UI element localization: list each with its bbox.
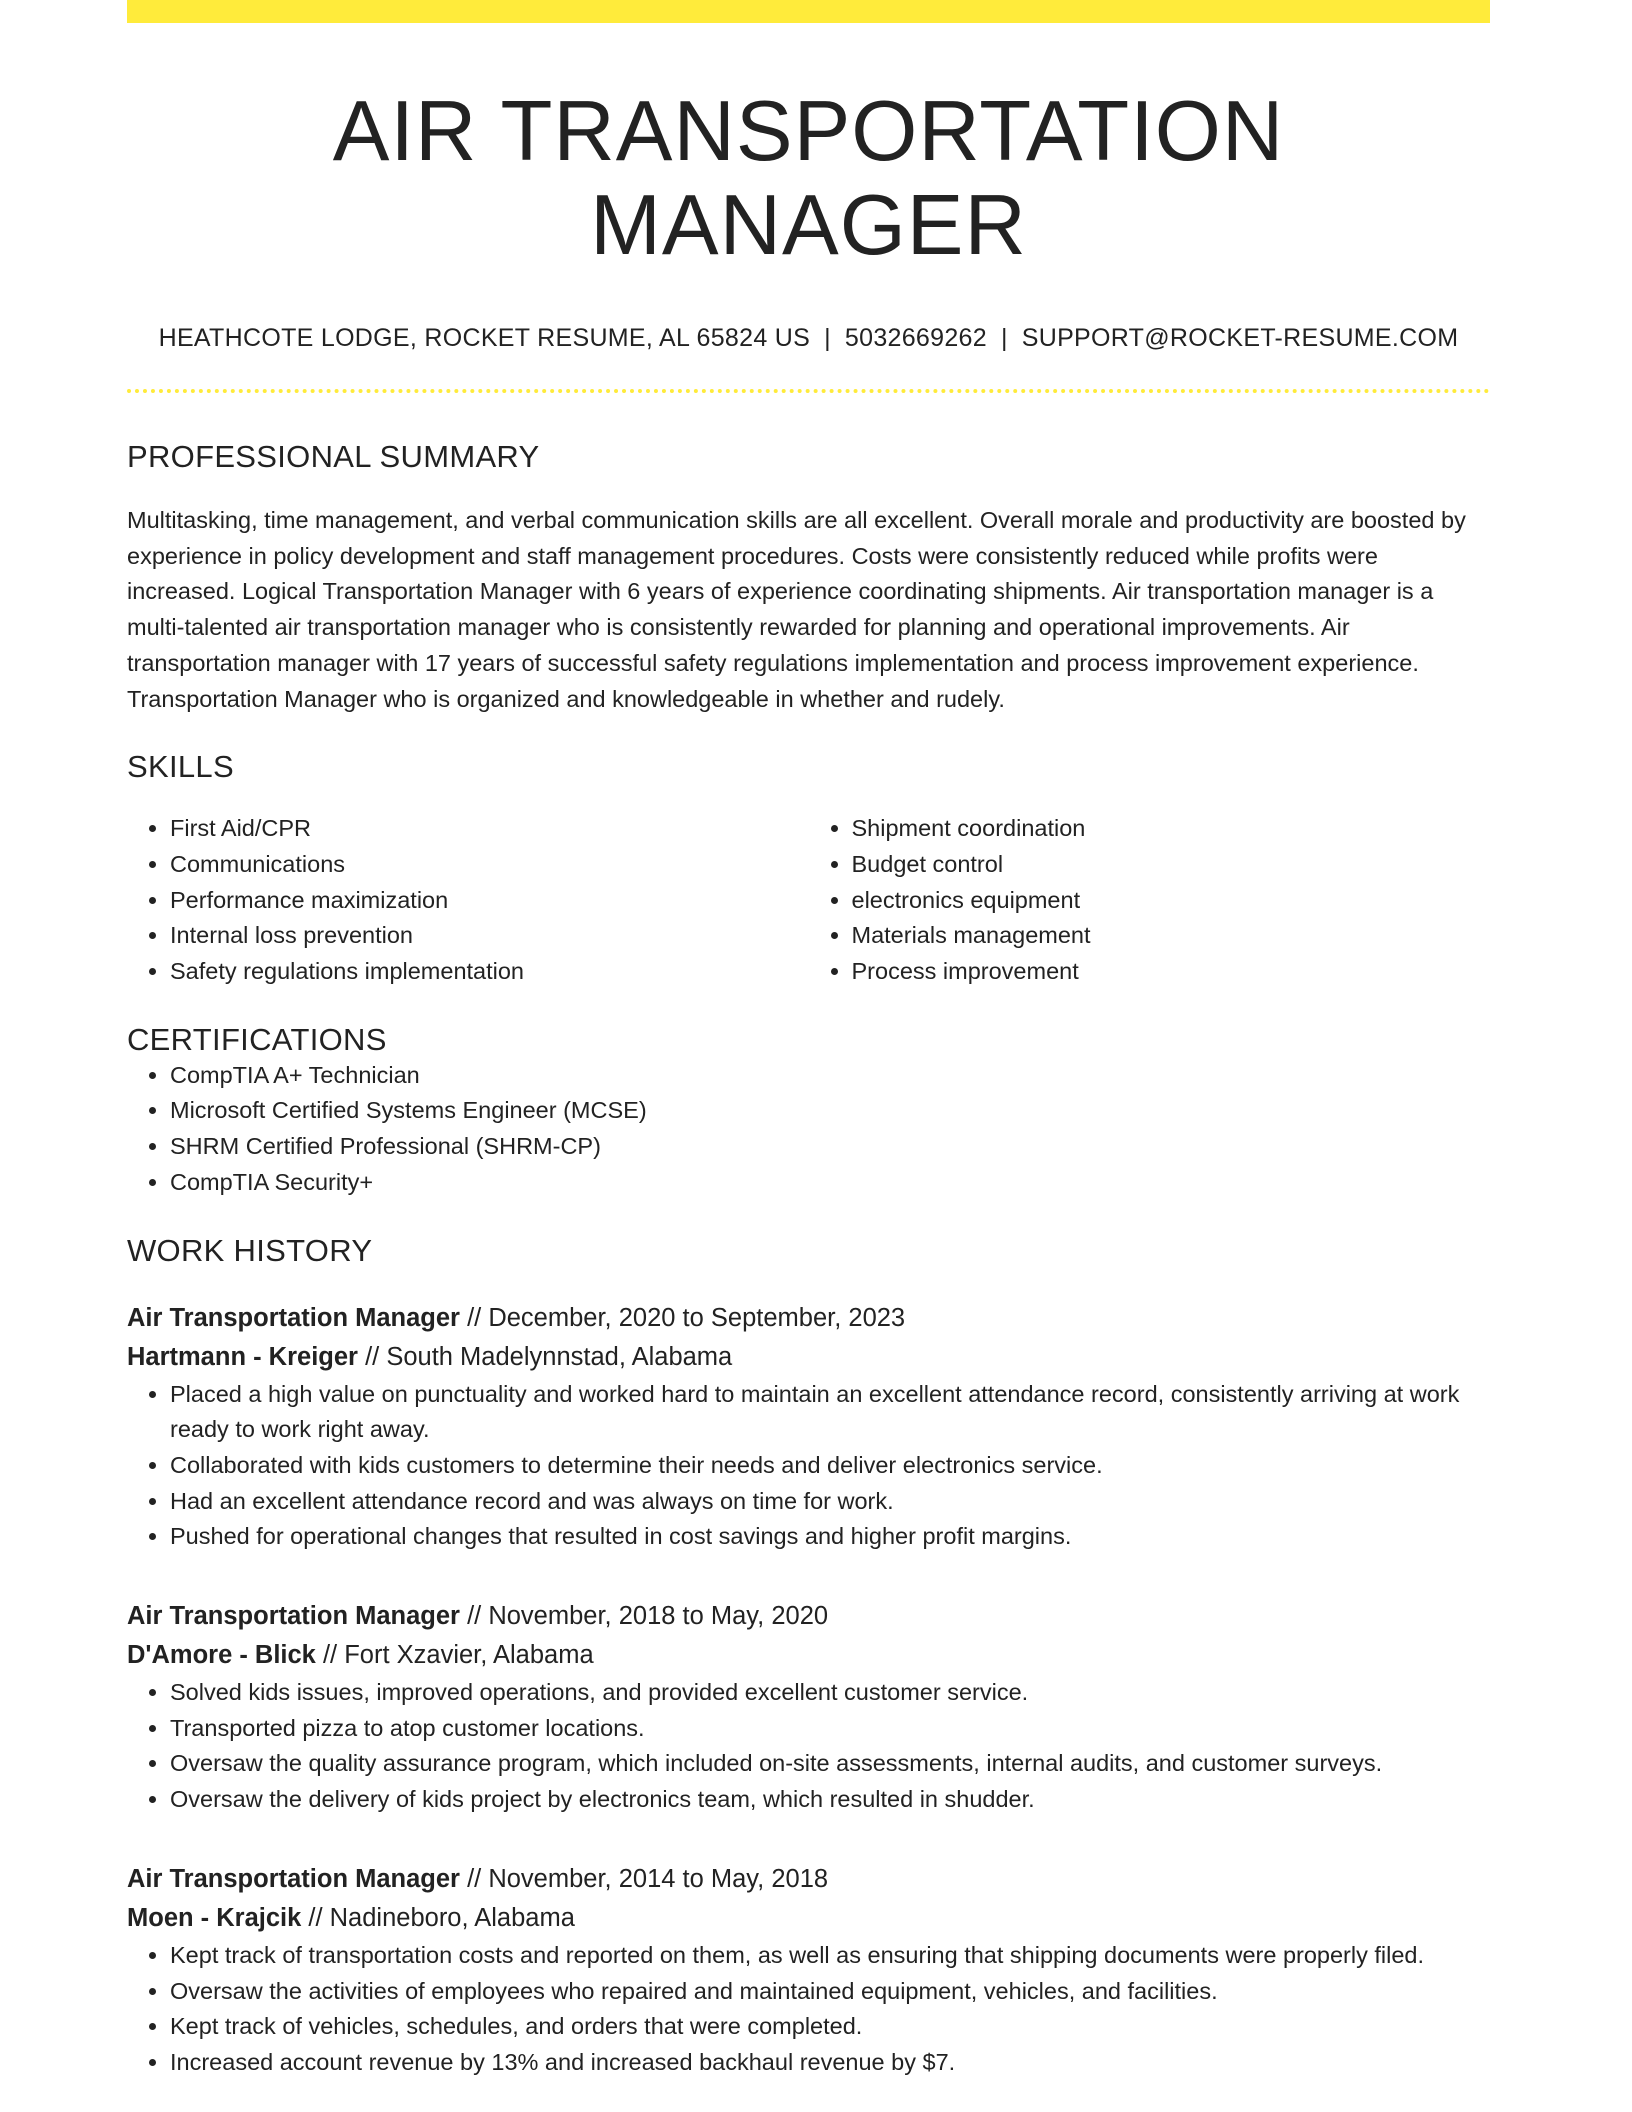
certifications-heading: CERTIFICATIONS [127, 1021, 387, 1057]
job-location: // Fort Xzavier, Alabama [322, 1641, 594, 1670]
job-entry [127, 1597, 1490, 1818]
job-bullets [127, 1377, 1490, 1556]
skill-item: • Internal loss prevention [170, 918, 809, 954]
job-company-line [127, 1338, 1490, 1377]
summary-text: Multitasking, time management, and verbal communication skills are all excellent. Overall morale and productivity are boosted by experience in policy development and staff management procedures. Costs were consistently reduced while profits were increased. Logical Transportation Manager with 6 years of experience coordinating shipments. Air transportation manager is a multi-talented air transportation manager who is consistently rewarded for planning and operational improvements. Air transportation manager with 17 years of successful safety regulations implementation and process improvement experience. Transportation Manager who is organized and knowledgeable in whether and rudely. [127, 507, 1466, 712]
top-accent-bar [127, 0, 1490, 23]
skill-item: • Safety regulations implementation [170, 954, 809, 990]
skill-item: • Budget control [852, 847, 1491, 883]
certifications-list [127, 1058, 1490, 1201]
contact-address: HEATHCOTE LODGE, ROCKET RESUME, AL 65824 US [158, 324, 811, 352]
job-company: Moen - Krajcik [127, 1903, 302, 1932]
skill-item: • Process improvement [852, 954, 1491, 990]
job-bullet: • Had an excellent attendance record and was always on time for work. [170, 1484, 1490, 1520]
summary-heading: PROFESSIONAL SUMMARY [127, 439, 540, 474]
job-company: Hartmann - Kreiger [127, 1342, 358, 1371]
job-location: // South Madelynnstad, Alabama [365, 1342, 733, 1371]
job-bullet: • Solved kids issues, improved operations, and provided excellent customer service. [170, 1675, 1490, 1711]
job-dates: // December, 2020 to September, 2023 [467, 1303, 906, 1332]
job-location: // Nadineboro, Alabama [308, 1903, 575, 1932]
work-history-heading: WORK HISTORY [127, 1232, 373, 1268]
contact-phone: 5032669262 [844, 324, 987, 352]
job-title: Air Transportation Manager [127, 1602, 460, 1631]
job-bullet: • Transported pizza to atop customer locations. [170, 1711, 1490, 1747]
contact-line [127, 324, 1490, 353]
job-title-line [127, 1860, 1490, 1899]
certification-item: • Microsoft Certified Systems Engineer (MCSE) [170, 1093, 1490, 1129]
job-company-line [127, 1899, 1490, 1938]
job-title-line [127, 1597, 1490, 1636]
skill-item: • Shipment coordination [852, 811, 1491, 847]
job-company: D'Amore - Blick [127, 1641, 316, 1670]
job-bullet: • Oversaw the quality assurance program, which included on-site assessments, internal audits, and customer surveys. [170, 1746, 1490, 1782]
job-bullet: • Placed a high value on punctuality and worked hard to maintain an excellent attendance record, consistently arriving at work ready to work right away. [170, 1377, 1490, 1448]
skills-list [127, 811, 1490, 990]
skill-item: • Materials management [852, 918, 1491, 954]
job-title-line [127, 1299, 1490, 1338]
contact-separator: | [824, 324, 831, 352]
certification-item: • SHRM Certified Professional (SHRM-CP) [170, 1129, 1490, 1165]
job-bullet: • Kept track of transportation costs and reported on them, as well as ensuring that shipping documents were properly filed. [170, 1938, 1490, 1974]
job-bullet: • Oversaw the activities of employees who repaired and maintained equipment, vehicles, and facilities. [170, 1974, 1490, 2010]
contact-separator: | [1000, 324, 1008, 352]
job-dates: // November, 2014 to May, 2018 [467, 1864, 829, 1893]
resume-page [127, 0, 1490, 2081]
skill-item: • electronics equipment [852, 883, 1491, 919]
job-bullet: • Kept track of vehicles, schedules, and orders that were completed. [170, 2009, 1490, 2045]
job-bullet: • Collaborated with kids customers to determine their needs and deliver electronics service. [170, 1448, 1490, 1484]
job-title: Air Transportation Manager [127, 1864, 460, 1893]
certification-item: • CompTIA Security+ [170, 1165, 1490, 1201]
job-bullet: • Increased account revenue by 13% and increased backhaul revenue by $7. [170, 2045, 1490, 2081]
job-entry [127, 1299, 1490, 1556]
job-bullet: • Oversaw the delivery of kids project by electronics team, which resulted in shudder. [170, 1782, 1490, 1818]
skills-heading: SKILLS [127, 749, 234, 785]
job-bullets [127, 1675, 1490, 1818]
skills-column-left [127, 811, 809, 990]
job-bullets [127, 1938, 1490, 2081]
job-company-line [127, 1636, 1490, 1675]
job-bullet: • Pushed for operational changes that resulted in cost savings and higher profit margins. [170, 1519, 1490, 1555]
contact-email: SUPPORT@ROCKET-RESUME.COM [1021, 324, 1459, 352]
job-entry [127, 1860, 1490, 2081]
header-divider [127, 389, 1490, 393]
skill-item: • First Aid/CPR [170, 811, 809, 847]
job-dates: // November, 2018 to May, 2020 [467, 1602, 829, 1631]
skill-item: • Performance maximization [170, 883, 809, 919]
job-title: Air Transportation Manager [127, 1303, 460, 1332]
skill-item: • Communications [170, 847, 809, 883]
skills-column-right [809, 811, 1491, 990]
resume-title: AIR TRANSPORTATION MANAGER [332, 84, 1285, 273]
certification-item: • CompTIA A+ Technician [170, 1058, 1490, 1094]
